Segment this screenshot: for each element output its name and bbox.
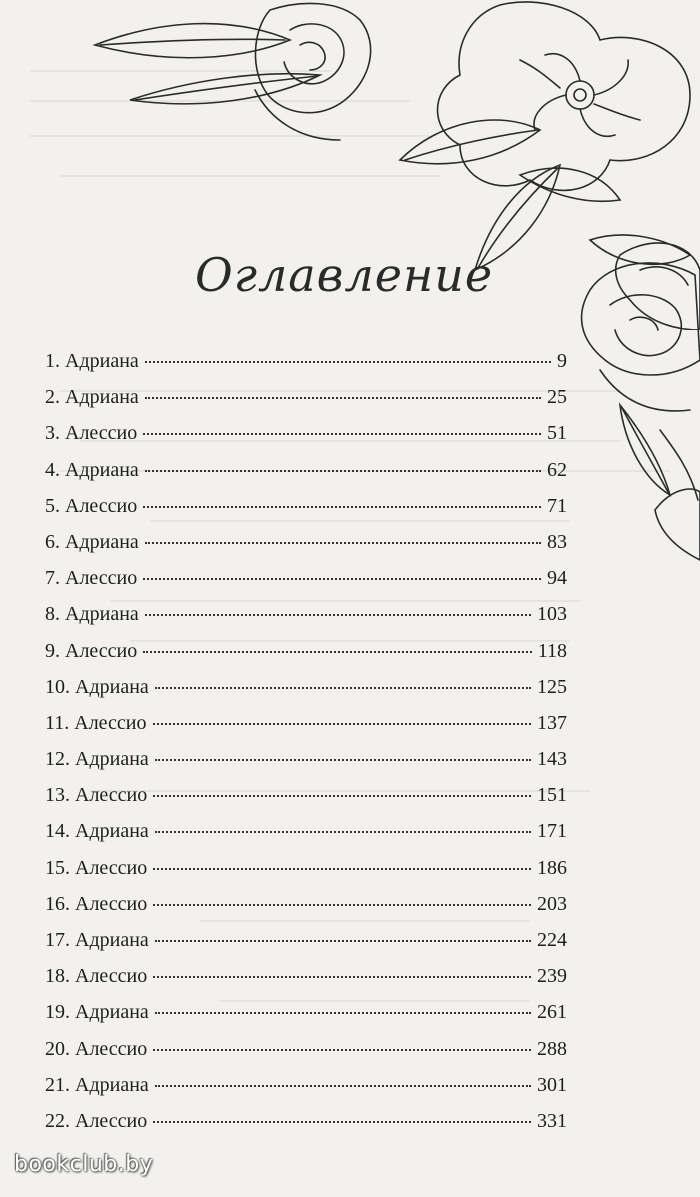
- page-number: 331: [537, 1109, 567, 1132]
- toc-entry: [45, 567, 567, 603]
- dot-leader: [143, 651, 531, 653]
- toc-entry: [45, 459, 567, 495]
- table-of-contents: [45, 350, 567, 1146]
- dot-leader: [145, 361, 551, 363]
- toc-entry: [45, 350, 567, 386]
- toc-entry: [45, 1038, 567, 1074]
- page-number: 25: [547, 386, 567, 409]
- chapter-title: 8. Адриана: [45, 603, 139, 626]
- page-number: 171: [537, 820, 567, 843]
- page-number: 118: [537, 639, 567, 662]
- chapter-title: 12. Адриана: [45, 748, 149, 771]
- page-number: 151: [537, 784, 567, 807]
- toc-entry: [45, 603, 567, 639]
- dot-leader: [155, 1085, 531, 1087]
- chapter-title: 19. Адриана: [45, 1001, 149, 1024]
- toc-entry: [45, 1110, 567, 1146]
- chapter-title: 9. Алессио: [45, 639, 138, 662]
- dot-leader: [155, 687, 531, 689]
- toc-entry: [45, 1001, 567, 1037]
- dot-leader: [143, 433, 541, 435]
- dot-leader: [145, 470, 541, 472]
- toc-entry: [45, 712, 567, 748]
- toc-entry: [45, 784, 567, 820]
- chapter-title: 16. Алессио: [45, 892, 148, 915]
- page-number: 9: [557, 350, 567, 372]
- chapter-title: 17. Адриана: [45, 929, 149, 951]
- toc-entry: [45, 495, 567, 531]
- dot-leader: [153, 868, 531, 870]
- chapter-title: 6. Адриана: [45, 530, 139, 553]
- page-number: 137: [537, 711, 567, 734]
- page-number: 261: [537, 1001, 567, 1024]
- toc-entry: [45, 965, 567, 1001]
- toc-entry: [45, 748, 567, 784]
- toc-entry: [45, 820, 567, 856]
- page-number: 239: [537, 965, 567, 988]
- dot-leader: [145, 614, 531, 616]
- toc-entry: [45, 929, 567, 965]
- toc-entry: [45, 640, 567, 676]
- chapter-title: 7. Алессио: [45, 567, 138, 590]
- chapter-title: 13. Алессио: [45, 784, 148, 807]
- page-number: 186: [537, 856, 567, 879]
- dot-leader: [155, 1012, 531, 1014]
- dot-leader: [155, 759, 531, 761]
- page-number: 301: [537, 1073, 567, 1096]
- dot-leader: [153, 976, 531, 978]
- page-number: 103: [537, 603, 567, 626]
- chapter-title: 4. Адриана: [45, 458, 139, 481]
- dot-leader: [153, 1049, 531, 1051]
- dot-leader: [153, 795, 531, 797]
- chapter-title: 20. Алессио: [45, 1037, 148, 1060]
- dot-leader: [153, 1121, 531, 1123]
- page-number: 125: [537, 675, 567, 698]
- toc-entry: [45, 1074, 567, 1110]
- page-number: 83: [547, 530, 567, 553]
- chapter-title: 11. Алессио: [45, 711, 147, 734]
- chapter-title: 10. Адриана: [45, 675, 149, 698]
- page-title: Оглавление: [195, 248, 494, 302]
- dot-leader: [153, 723, 531, 725]
- chapter-title: 3. Алессио: [45, 422, 138, 445]
- page-number: 51: [547, 422, 567, 445]
- chapter-title: 5. Алессио: [45, 494, 138, 517]
- watermark: bookclub.by: [14, 1152, 154, 1177]
- dot-leader: [155, 940, 531, 942]
- dot-leader: [145, 397, 541, 399]
- page-number: 203: [537, 892, 567, 915]
- chapter-title: 15. Алессио: [45, 856, 148, 879]
- chapter-title: 1. Адриана: [45, 350, 139, 372]
- floral-illustration-icon: [560, 230, 700, 570]
- page-number: 288: [537, 1037, 567, 1060]
- toc-entry: [45, 857, 567, 893]
- page-number: 71: [547, 494, 567, 517]
- page-number: 143: [537, 748, 567, 771]
- chapter-title: 2. Адриана: [45, 386, 139, 409]
- page-number: 62: [547, 458, 567, 481]
- dot-leader: [145, 542, 541, 544]
- chapter-title: 14. Адриана: [45, 820, 149, 843]
- toc-entry: [45, 422, 567, 458]
- dot-leader: [143, 506, 541, 508]
- dot-leader: [143, 578, 541, 580]
- toc-entry: [45, 893, 567, 929]
- page-number: 94: [547, 567, 567, 590]
- page-number: 224: [537, 929, 567, 951]
- toc-entry: [45, 676, 567, 712]
- chapter-title: 18. Алессио: [45, 965, 148, 988]
- toc-entry: [45, 531, 567, 567]
- chapter-title: 21. Адриана: [45, 1073, 149, 1096]
- toc-entry: [45, 386, 567, 422]
- dot-leader: [153, 904, 531, 906]
- chapter-title: 22. Алессио: [45, 1109, 148, 1132]
- dot-leader: [155, 831, 531, 833]
